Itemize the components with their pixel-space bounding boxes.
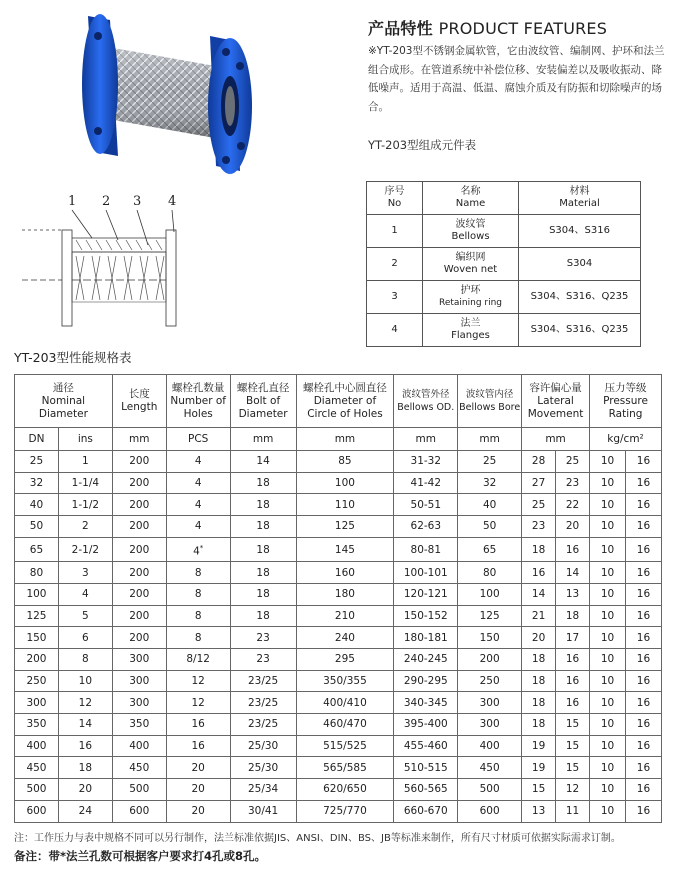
component-table-title: YT-203型组成元件表: [368, 138, 477, 152]
spec-cell-pressure-high: 16: [625, 757, 661, 779]
spec-cell-circle: 125: [296, 516, 394, 538]
spec-cell-pressure-high: 16: [625, 627, 661, 649]
drawing-label-2: 2: [102, 194, 111, 209]
spec-cell-circle: 295: [296, 649, 394, 671]
spec-cell-bolt: 30/41: [230, 800, 296, 822]
spec-cell-bore: 50: [458, 516, 522, 538]
spec-cell-length: 450: [112, 757, 166, 779]
spec-cell-od: 240-245: [394, 649, 458, 671]
spec-cell-holes: 16: [166, 735, 230, 757]
spec-cell-dn: 80: [15, 562, 59, 584]
spec-cell-ins: 16: [58, 735, 112, 757]
spec-cell-ins: 20: [58, 779, 112, 801]
spec-cell-od: 560-565: [394, 779, 458, 801]
spec-cell-lateral-min: 20: [556, 516, 590, 538]
spec-cell-pressure-high: 16: [625, 649, 661, 671]
spec-cell-od: 290-295: [394, 670, 458, 692]
spec-cell-pressure-high: 16: [625, 605, 661, 627]
spec-cell-lateral-min: 17: [556, 627, 590, 649]
spec-header-length: 长度 Length: [112, 375, 166, 428]
spec-cell-pressure-low: 10: [590, 516, 626, 538]
spec-cell-ins: 8: [58, 649, 112, 671]
spec-cell-lateral-max: 16: [522, 562, 556, 584]
drawing-label-1: 1: [68, 194, 77, 209]
spec-cell-lateral-max: 19: [522, 757, 556, 779]
spec-cell-lateral-min: 13: [556, 583, 590, 605]
spec-cell-bolt: 18: [230, 537, 296, 562]
spec-cell-length: 300: [112, 649, 166, 671]
spec-cell-bolt: 18: [230, 583, 296, 605]
spec-cell-bolt: 25/34: [230, 779, 296, 801]
spec-cell-lateral-min: 12: [556, 779, 590, 801]
unit-holes: PCS: [166, 428, 230, 451]
spec-cell-dn: 450: [15, 757, 59, 779]
component-material: S304、S316: [519, 215, 641, 248]
spec-cell-pressure-low: 10: [590, 583, 626, 605]
spec-cell-lateral-min: 11: [556, 800, 590, 822]
spec-cell-length: 600: [112, 800, 166, 822]
spec-cell-dn: 500: [15, 779, 59, 801]
spec-cell-bolt: 18: [230, 494, 296, 516]
spec-cell-circle: 565/585: [296, 757, 394, 779]
spec-cell-ins: 1-1/4: [58, 472, 112, 494]
unit-lateral: mm: [522, 428, 590, 451]
spec-cell-bore: 40: [458, 494, 522, 516]
spec-cell-dn: 100: [15, 583, 59, 605]
spec-cell-bore: 80: [458, 562, 522, 584]
spec-cell-circle: 180: [296, 583, 394, 605]
spec-cell-circle: 160: [296, 562, 394, 584]
spec-cell-bore: 32: [458, 472, 522, 494]
spec-cell-length: 200: [112, 451, 166, 473]
spec-cell-pressure-high: 16: [625, 451, 661, 473]
spec-cell-od: 100-101: [394, 562, 458, 584]
spec-cell-circle: 350/355: [296, 670, 394, 692]
spec-cell-lateral-min: 16: [556, 692, 590, 714]
component-material: S304、S316、Q235: [519, 314, 641, 347]
comp-header-no: 序号 No: [367, 182, 423, 215]
note-standards: 注：工作压力与表中规格不同可以另行制作，法兰标准依据JIS、ANSI、DIN、BS、JB等标准来制作，所有尺寸材质可依据实际需求订制。: [14, 833, 621, 844]
spec-cell-dn: 300: [15, 692, 59, 714]
spec-cell-circle: 110: [296, 494, 394, 516]
spec-cell-lateral-min: 15: [556, 735, 590, 757]
spec-cell-lateral-max: 18: [522, 714, 556, 736]
spec-cell-lateral-min: 16: [556, 537, 590, 562]
unit-pressure: kg/cm²: [590, 428, 662, 451]
spec-cell-dn: 40: [15, 494, 59, 516]
drawing-label-4: 4: [168, 194, 177, 209]
spec-cell-holes: 8: [166, 562, 230, 584]
spec-cell-circle: 725/770: [296, 800, 394, 822]
spec-cell-circle: 620/650: [296, 779, 394, 801]
unit-dn: DN: [15, 428, 59, 451]
spec-cell-od: 340-345: [394, 692, 458, 714]
spec-row: [15, 451, 662, 473]
spec-cell-length: 400: [112, 735, 166, 757]
spec-cell-ins: 1-1/2: [58, 494, 112, 516]
spec-row: [15, 583, 662, 605]
spec-cell-circle: 85: [296, 451, 394, 473]
spec-cell-od: 80-81: [394, 537, 458, 562]
spec-cell-pressure-low: 10: [590, 779, 626, 801]
spec-cell-circle: 145: [296, 537, 394, 562]
spec-cell-od: 660-670: [394, 800, 458, 822]
spec-cell-lateral-min: 22: [556, 494, 590, 516]
spec-table-title: YT-203型性能规格表: [14, 350, 132, 365]
spec-cell-dn: 200: [15, 649, 59, 671]
spec-cell-bore: 250: [458, 670, 522, 692]
component-row: [367, 248, 641, 281]
spec-cell-lateral-min: 15: [556, 714, 590, 736]
spec-cell-holes: 4: [166, 494, 230, 516]
spec-cell-lateral-min: 25: [556, 451, 590, 473]
spec-header-bolt: 螺栓孔直径 Bolt of Diameter: [230, 375, 296, 428]
spec-cell-length: 200: [112, 537, 166, 562]
spec-cell-pressure-high: 16: [625, 537, 661, 562]
features-title-en: PRODUCT FEATURES: [438, 19, 608, 38]
spec-cell-pressure-low: 10: [590, 735, 626, 757]
comp-header-material: 材料 Material: [519, 182, 641, 215]
spec-cell-lateral-max: 25: [522, 494, 556, 516]
spec-cell-od: 31-32: [394, 451, 458, 473]
spec-cell-od: 41-42: [394, 472, 458, 494]
spec-cell-length: 200: [112, 472, 166, 494]
spec-cell-lateral-min: 15: [556, 757, 590, 779]
spec-cell-od: 62-63: [394, 516, 458, 538]
product-photo: [40, 6, 270, 176]
spec-cell-ins: 4: [58, 583, 112, 605]
spec-row: [15, 605, 662, 627]
spec-header-pressure: 压力等级 Pressure Rating: [590, 375, 662, 428]
spec-header-bore: 波纹管内径 Bellows Bore: [458, 375, 522, 428]
spec-cell-bore: 300: [458, 692, 522, 714]
spec-cell-lateral-max: 18: [522, 670, 556, 692]
spec-cell-pressure-high: 16: [625, 516, 661, 538]
spec-cell-pressure-high: 16: [625, 735, 661, 757]
spec-cell-dn: 600: [15, 800, 59, 822]
spec-header-holes: 螺栓孔数量 Number of Holes: [166, 375, 230, 428]
spec-cell-ins: 18: [58, 757, 112, 779]
spec-cell-holes: 8: [166, 605, 230, 627]
spec-cell-bore: 200: [458, 649, 522, 671]
spec-cell-lateral-max: 20: [522, 627, 556, 649]
spec-row: [15, 562, 662, 584]
spec-cell-length: 200: [112, 627, 166, 649]
unit-bolt: mm: [230, 428, 296, 451]
spec-cell-bolt: 14: [230, 451, 296, 473]
spec-cell-holes: 8: [166, 583, 230, 605]
spec-cell-bore: 25: [458, 451, 522, 473]
spec-cell-holes: 20: [166, 800, 230, 822]
spec-cell-ins: 1: [58, 451, 112, 473]
spec-cell-holes: 4: [166, 451, 230, 473]
spec-cell-od: 50-51: [394, 494, 458, 516]
component-name: 护环 Retaining ring: [423, 281, 519, 314]
spec-cell-pressure-high: 16: [625, 714, 661, 736]
spec-cell-pressure-low: 10: [590, 714, 626, 736]
spec-header-nominal: 通径 Nominal Diameter: [15, 375, 113, 428]
spec-cell-pressure-low: 10: [590, 800, 626, 822]
spec-row: [15, 494, 662, 516]
spec-cell-bolt: 25/30: [230, 735, 296, 757]
spec-cell-circle: 210: [296, 605, 394, 627]
spec-cell-holes: 20: [166, 757, 230, 779]
spec-cell-circle: 460/470: [296, 714, 394, 736]
spec-row: [15, 800, 662, 822]
spec-cell-od: 180-181: [394, 627, 458, 649]
spec-cell-ins: 2-1/2: [58, 537, 112, 562]
spec-cell-bolt: 18: [230, 516, 296, 538]
spec-cell-pressure-high: 16: [625, 800, 661, 822]
spec-cell-pressure-low: 10: [590, 692, 626, 714]
spec-cell-length: 200: [112, 516, 166, 538]
spec-cell-bolt: 23/25: [230, 670, 296, 692]
spec-cell-pressure-low: 10: [590, 562, 626, 584]
spec-cell-lateral-max: 18: [522, 649, 556, 671]
spec-cell-dn: 350: [15, 714, 59, 736]
spec-cell-holes: 8/12: [166, 649, 230, 671]
spec-cell-bolt: 25/30: [230, 757, 296, 779]
spec-cell-od: 395-400: [394, 714, 458, 736]
spec-cell-lateral-max: 15: [522, 779, 556, 801]
spec-cell-dn: 150: [15, 627, 59, 649]
spec-cell-od: 150-152: [394, 605, 458, 627]
spec-row: [15, 714, 662, 736]
component-no: 1: [367, 215, 423, 248]
component-name: 波纹管 Bellows: [423, 215, 519, 248]
spec-row: [15, 757, 662, 779]
spec-row: [15, 670, 662, 692]
spec-cell-ins: 14: [58, 714, 112, 736]
spec-cell-lateral-min: 18: [556, 605, 590, 627]
spec-cell-bolt: 23/25: [230, 714, 296, 736]
spec-cell-pressure-low: 10: [590, 670, 626, 692]
spec-cell-dn: 50: [15, 516, 59, 538]
spec-cell-bore: 600: [458, 800, 522, 822]
spec-cell-ins: 24: [58, 800, 112, 822]
spec-cell-length: 200: [112, 494, 166, 516]
spec-cell-holes: 16: [166, 714, 230, 736]
spec-cell-ins: 5: [58, 605, 112, 627]
component-material: S304: [519, 248, 641, 281]
spec-cell-lateral-max: 14: [522, 583, 556, 605]
spec-cell-length: 300: [112, 692, 166, 714]
spec-cell-pressure-high: 16: [625, 583, 661, 605]
spec-cell-pressure-low: 10: [590, 451, 626, 473]
spec-cell-bolt: 18: [230, 605, 296, 627]
unit-bore: mm: [458, 428, 522, 451]
spec-cell-od: 455-460: [394, 735, 458, 757]
component-row: [367, 314, 641, 347]
spec-cell-pressure-low: 10: [590, 605, 626, 627]
spec-cell-holes: 12: [166, 692, 230, 714]
spec-cell-length: 200: [112, 562, 166, 584]
unit-od: mm: [394, 428, 458, 451]
spec-cell-pressure-low: 10: [590, 649, 626, 671]
spec-cell-lateral-min: 23: [556, 472, 590, 494]
spec-cell-length: 200: [112, 605, 166, 627]
spec-row: [15, 779, 662, 801]
unit-circle: mm: [296, 428, 394, 451]
spec-cell-dn: 25: [15, 451, 59, 473]
spec-cell-ins: 6: [58, 627, 112, 649]
spec-table: [14, 374, 662, 823]
spec-header-od: 波纹管外径 Bellows OD.: [394, 375, 458, 428]
spec-cell-length: 500: [112, 779, 166, 801]
spec-cell-length: 350: [112, 714, 166, 736]
spec-cell-bolt: 23: [230, 649, 296, 671]
component-name: 法兰 Flanges: [423, 314, 519, 347]
drawing-label-3: 3: [133, 194, 142, 209]
spec-row: [15, 649, 662, 671]
spec-cell-pressure-high: 16: [625, 692, 661, 714]
spec-row: [15, 537, 662, 562]
features-title-cn: 产品特性: [368, 19, 433, 38]
spec-cell-pressure-low: 10: [590, 472, 626, 494]
component-name: 编织网 Woven net: [423, 248, 519, 281]
features-description: ※YT-203型不锈钢金属软管，它由波纹管、编制网、护环和法兰组合成形。在管道系统中补偿位移、安装偏差以及吸收振动、降低噪声。适用于高温、低温、腐蚀介质及有防振和切除噪声的场合。: [368, 45, 665, 113]
spec-cell-dn: 125: [15, 605, 59, 627]
component-row: [367, 215, 641, 248]
spec-cell-bore: 450: [458, 757, 522, 779]
spec-cell-ins: 10: [58, 670, 112, 692]
spec-cell-circle: 515/525: [296, 735, 394, 757]
spec-cell-length: 200: [112, 583, 166, 605]
spec-cell-bolt: 23/25: [230, 692, 296, 714]
spec-cell-dn: 250: [15, 670, 59, 692]
spec-cell-holes: 4: [166, 472, 230, 494]
spec-cell-pressure-low: 10: [590, 627, 626, 649]
spec-cell-circle: 100: [296, 472, 394, 494]
features-title: [368, 16, 607, 39]
spec-row: [15, 735, 662, 757]
spec-cell-bolt: 18: [230, 472, 296, 494]
spec-row: [15, 692, 662, 714]
spec-header-circle: 螺栓孔中心圆直径 Diameter of Circle of Holes: [296, 375, 394, 428]
spec-cell-pressure-low: 10: [590, 757, 626, 779]
spec-cell-ins: 2: [58, 516, 112, 538]
spec-cell-bore: 150: [458, 627, 522, 649]
spec-cell-bore: 500: [458, 779, 522, 801]
spec-cell-lateral-max: 23: [522, 516, 556, 538]
spec-cell-dn: 32: [15, 472, 59, 494]
spec-cell-bore: 300: [458, 714, 522, 736]
spec-cell-od: 120-121: [394, 583, 458, 605]
spec-cell-od: 510-515: [394, 757, 458, 779]
spec-cell-holes: 20: [166, 779, 230, 801]
spec-cell-pressure-high: 16: [625, 779, 661, 801]
component-no: 3: [367, 281, 423, 314]
component-no: 4: [367, 314, 423, 347]
spec-cell-circle: 240: [296, 627, 394, 649]
spec-cell-bore: 100: [458, 583, 522, 605]
spec-cell-lateral-max: 27: [522, 472, 556, 494]
component-material: S304、S316、Q235: [519, 281, 641, 314]
spec-row: [15, 472, 662, 494]
spec-cell-dn: 400: [15, 735, 59, 757]
spec-cell-dn: 65: [15, 537, 59, 562]
spec-cell-lateral-max: 21: [522, 605, 556, 627]
spec-cell-length: 300: [112, 670, 166, 692]
unit-length: mm: [112, 428, 166, 451]
comp-header-name: 名称 Name: [423, 182, 519, 215]
unit-ins: ins: [58, 428, 112, 451]
spec-header-lateral: 容许偏心量 Lateral Movement: [522, 375, 590, 428]
spec-row: [15, 516, 662, 538]
spec-cell-circle: 400/410: [296, 692, 394, 714]
spec-cell-lateral-min: 16: [556, 649, 590, 671]
section-drawing: [18, 190, 198, 330]
spec-cell-pressure-high: 16: [625, 494, 661, 516]
spec-cell-holes: 12: [166, 670, 230, 692]
spec-cell-lateral-max: 18: [522, 537, 556, 562]
spec-cell-bore: 65: [458, 537, 522, 562]
spec-cell-pressure-high: 16: [625, 562, 661, 584]
spec-cell-ins: 3: [58, 562, 112, 584]
spec-cell-lateral-min: 14: [556, 562, 590, 584]
spec-cell-pressure-high: 16: [625, 472, 661, 494]
spec-cell-lateral-max: 19: [522, 735, 556, 757]
note-remark: 备注：带*法兰孔数可根据客户要求打4孔或8孔。: [14, 849, 267, 863]
spec-cell-lateral-max: 13: [522, 800, 556, 822]
spec-cell-lateral-max: 28: [522, 451, 556, 473]
spec-cell-lateral-max: 18: [522, 692, 556, 714]
spec-cell-holes: 8: [166, 627, 230, 649]
spec-cell-bore: 400: [458, 735, 522, 757]
spec-cell-lateral-min: 16: [556, 670, 590, 692]
spec-cell-pressure-high: 16: [625, 670, 661, 692]
component-table: [366, 181, 641, 347]
spec-cell-bolt: 18: [230, 562, 296, 584]
spec-cell-pressure-low: 10: [590, 537, 626, 562]
spec-cell-bore: 125: [458, 605, 522, 627]
component-no: 2: [367, 248, 423, 281]
spec-cell-holes: 4: [166, 516, 230, 538]
spec-row: [15, 627, 662, 649]
component-row: [367, 281, 641, 314]
spec-cell-pressure-low: 10: [590, 494, 626, 516]
spec-cell-holes: 4*: [166, 537, 230, 562]
spec-cell-bolt: 23: [230, 627, 296, 649]
spec-cell-ins: 12: [58, 692, 112, 714]
